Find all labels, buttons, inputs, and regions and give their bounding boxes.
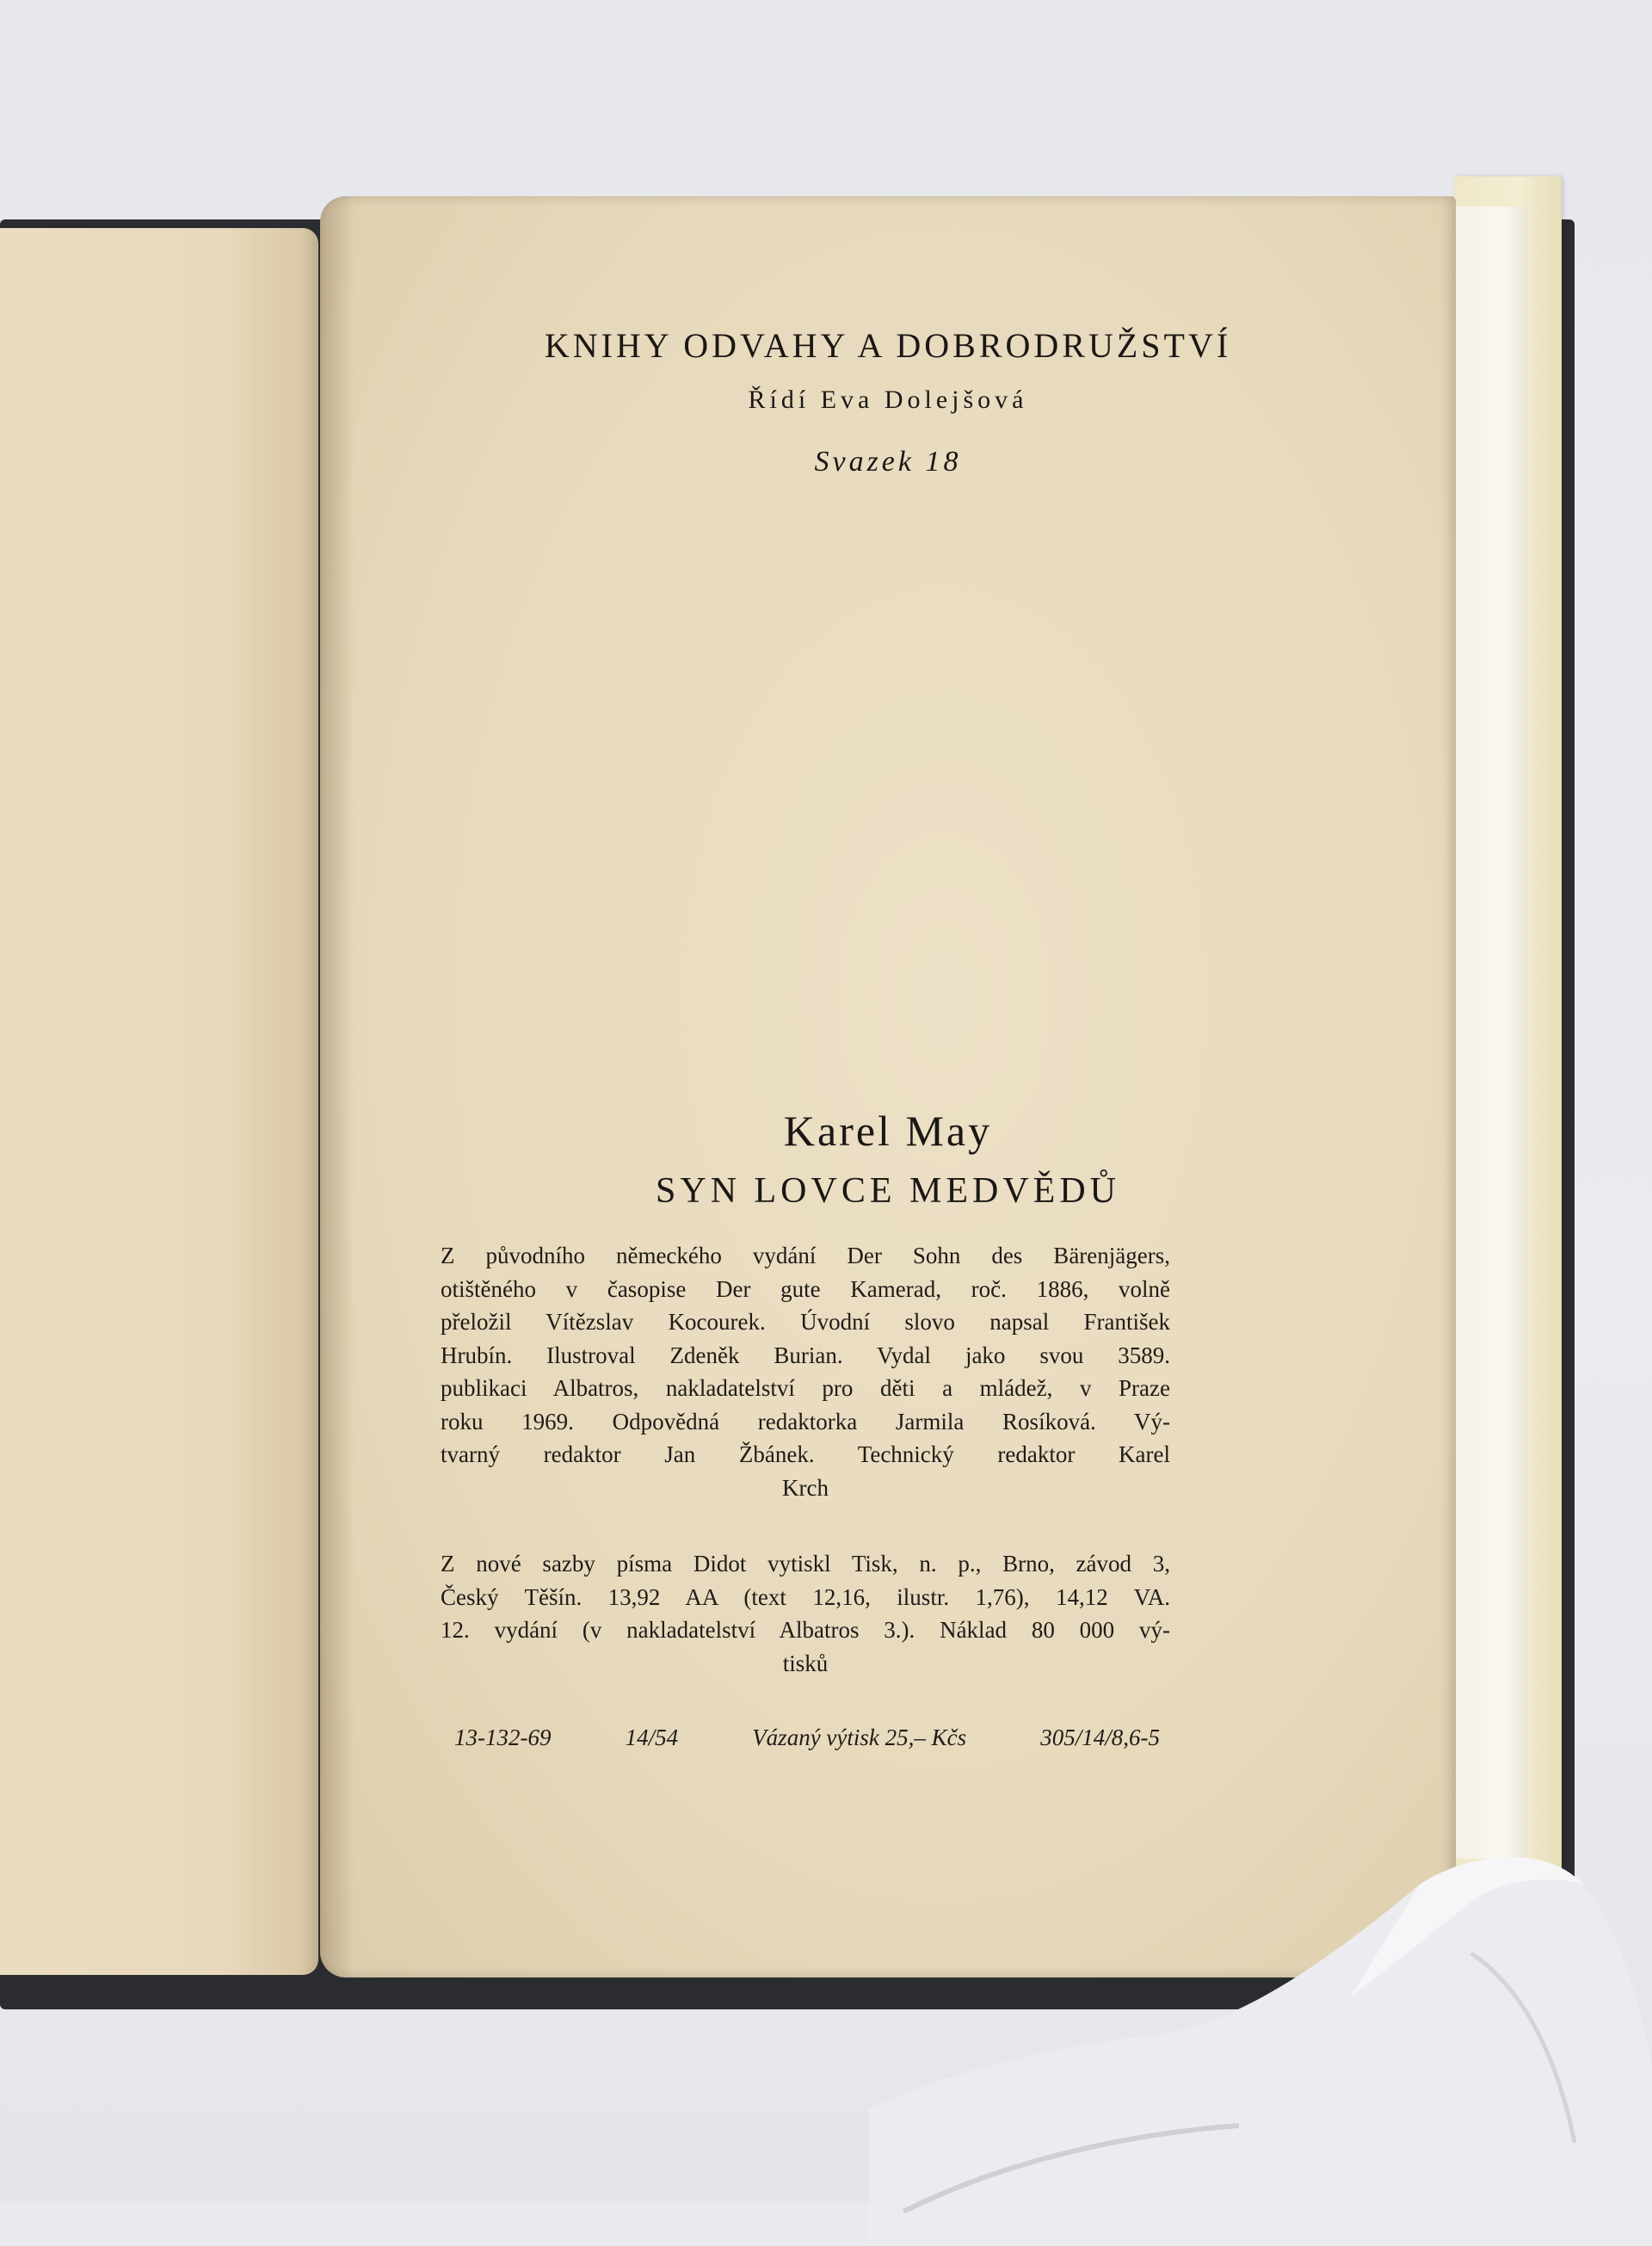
- footer-catalog: 305/14/8,6-5: [1040, 1725, 1160, 1750]
- imprint-line: publikaci Albatros, nakladatelství pro děti a mládež, v Praze: [441, 1375, 1170, 1401]
- imprint-line: Hrubín. Ilustroval Zdeněk Burian. Vydal jako svou 3589.: [441, 1342, 1170, 1368]
- imprint-line: přeložil Vítězslav Kocourek. Úvodní slovo napsal František: [441, 1309, 1170, 1335]
- imprint-line: Krch: [782, 1474, 829, 1501]
- footer-code: 13-132-69: [454, 1725, 552, 1750]
- series-editor: Řídí Eva Dolejšová: [748, 386, 1028, 414]
- printing-line: tisků: [782, 1650, 829, 1676]
- printing-line: Z nové sazby písma Didot vytiskl Tisk, n. p., Brno, závod 3,: [441, 1551, 1170, 1577]
- volume-number: Svazek 18: [814, 446, 962, 478]
- printing-paragraph: [441, 1547, 1170, 1680]
- imprint-line: Z původního německého vydání Der Sohn des Bärenjägers,: [441, 1243, 1170, 1268]
- imprint-paragraph: [441, 1239, 1170, 1504]
- author-name: Karel May: [783, 1107, 993, 1155]
- imprint-line: roku 1969. Odpovědná redaktorka Jarmila Rosíková. Vý-: [441, 1408, 1170, 1435]
- book-title: SYN LOVCE MEDVĚDŮ: [656, 1171, 1120, 1211]
- endpaper: [1454, 207, 1527, 1859]
- series-title: KNIHY ODVAHY A DOBRODRUŽSTVÍ: [544, 326, 1232, 365]
- imprint-line: tvarný redaktor Jan Žbánek. Technický redaktor Karel: [441, 1441, 1170, 1467]
- printing-line: 12. vydání (v nakladatelství Albatros 3.). Náklad 80 000 vý-: [441, 1617, 1170, 1643]
- left-page: [0, 228, 318, 1975]
- imprint-footer: [454, 1725, 1160, 1751]
- printing-line: Český Těšín. 13,92 AA (text 12,16, ilustr. 1,76), 14,12 VA.: [441, 1583, 1170, 1610]
- footer-price: Vázaný výtisk 25,– Kčs: [752, 1725, 967, 1750]
- imprint-line: otištěného v časopise Der gute Kamerad, roč. 1886, volně: [441, 1275, 1170, 1302]
- footer-group: 14/54: [625, 1725, 679, 1750]
